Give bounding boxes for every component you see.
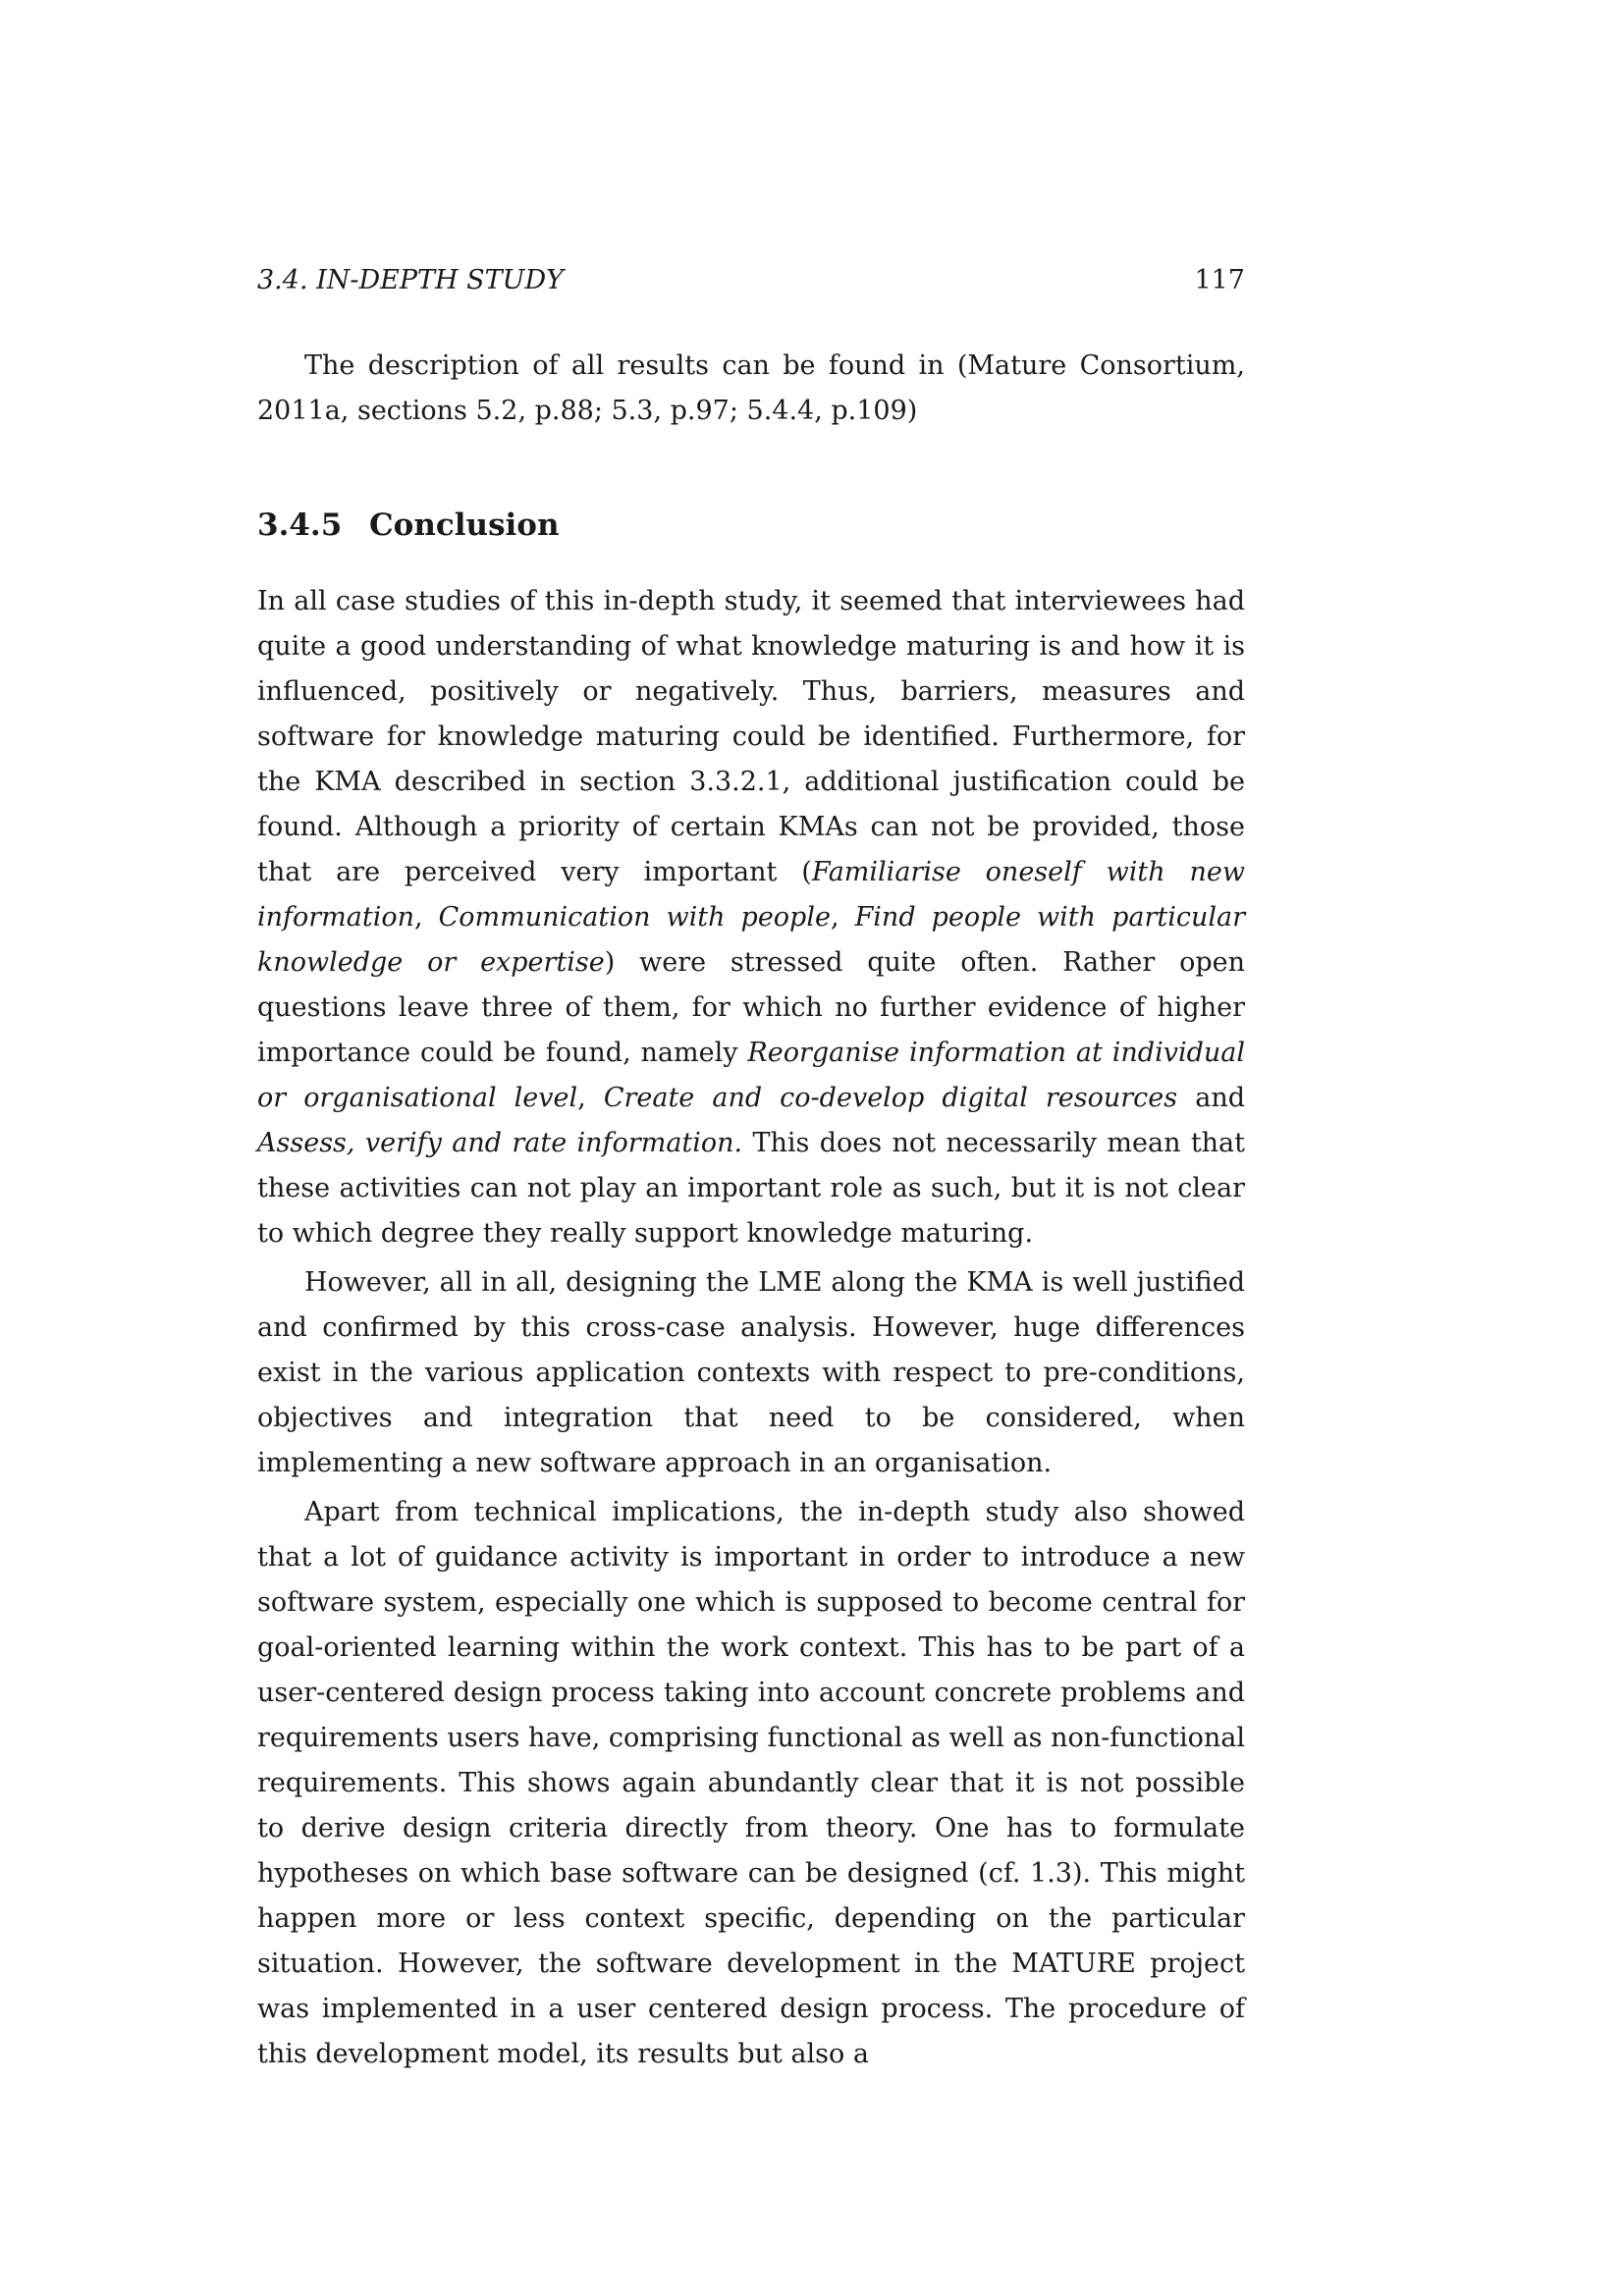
intro-paragraph: The description of all results can be found in (Mature Consortium, 2011a, sections 5.2, p.88; 5.3, p.97; 5.4.4, p.109) bbox=[257, 350, 1245, 426]
page-number: 117 bbox=[1194, 265, 1245, 295]
intro-block bbox=[257, 344, 1245, 434]
para1-kma-create: Create and co-develop digital resources bbox=[603, 1083, 1178, 1113]
para1-text-4: ) were stressed quite often. Rather open questions leave three of them, for which no further evidence of higher importance could be found, namely bbox=[257, 947, 1245, 1068]
para1-text-2: , bbox=[414, 902, 439, 933]
running-head-section: 3.4. IN-DEPTH STUDY bbox=[257, 265, 564, 295]
para1-text-6: and bbox=[1177, 1083, 1245, 1113]
para1-text-7: This does not necessarily mean that these activities can not play an important role as such, but it is not clear to which degree they really support knowledge maturing. bbox=[257, 1128, 1246, 1249]
para1-kma-reorganise: Reorganise information at individual or organisational level bbox=[257, 1038, 1245, 1113]
para1-kma-familiarise: Familiarise oneself with new information bbox=[257, 857, 1245, 933]
conclusion-paragraph-3: Apart from technical implications, the in-depth study also showed that a lot of guidance activity is important in order to introduce a new software system, especially one which is supposed to become central for goal-oriented learning within the work context. This has to be part of a user-centered design process taking into account concrete problems and requirements users have, comprising functional as well as non-functional requirements. This shows again abundantly clear that it is not possible to derive design criteria directly from theory. One has to formulate hypotheses on which base software can be designed (cf. 1.3). This might happen more or less context specific, depending on the particular situation. However, the software development in the MATURE project was implemented in a user centered design process. The procedure of this development model, its results but also a bbox=[257, 1497, 1245, 2069]
conclusion-body bbox=[257, 579, 1245, 2077]
section-heading bbox=[257, 505, 560, 546]
conclusion-paragraph-2: However, all in all, designing the LME along the KMA is well justified and confirmed by this cross-case analysis. However, huge differences exist in the various application contexts with respect to pre-conditions, objectives and integration that need to be considered, when implementing a new software approach in an organisation. bbox=[257, 1267, 1245, 1478]
para1-kma-find-people: Find people with particular knowledge or expertise bbox=[257, 902, 1245, 978]
para1-text-3: , bbox=[830, 902, 855, 933]
section-heading-number: 3.4.5 bbox=[257, 507, 343, 543]
para1-text-1: In all case studies of this in-depth study, it seemed that interviewees had quite a good understanding of what knowledge maturing is and how it is influenced, positively or negatively. Thus, barriers, measures and software for knowledge maturing could be identified. Furthermore, for the KMA described in section 3.3.2.1, additional justification could be found. Although a priority of certain KMAs can not be provided, those that are perceived very important ( bbox=[257, 586, 1245, 887]
para1-text-5: , bbox=[577, 1083, 604, 1113]
para1-kma-communication: Communication with people bbox=[438, 902, 831, 933]
conclusion-paragraph-1 bbox=[257, 579, 1245, 1256]
section-heading-title: Conclusion bbox=[369, 507, 560, 543]
para1-kma-assess: Assess, verify and rate information. bbox=[257, 1128, 743, 1158]
running-head bbox=[257, 263, 1245, 298]
document-page bbox=[257, 0, 1245, 2296]
